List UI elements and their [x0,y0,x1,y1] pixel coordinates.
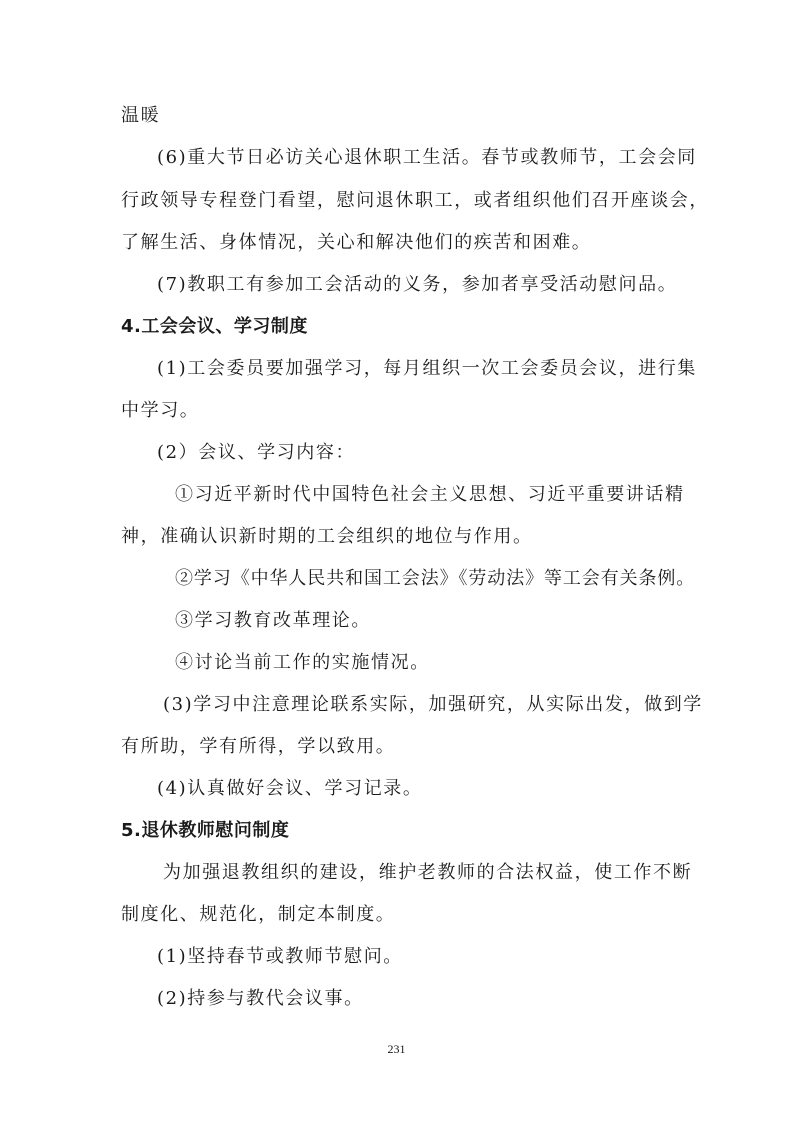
paragraph-line: 行政领导专程登门看望，慰问退休职工，或者组织他们召开座谈会， [121,190,709,211]
paragraph-line: 中学习。 [121,400,200,421]
paragraph-line: 有所助，学有所得，学以致用。 [121,736,396,757]
list-item-line: ①习近平新时代中国特色社会主义思想、习近平重要讲话精 [175,484,685,505]
paragraph-line: (2)持参与教代会议事。 [157,988,364,1009]
list-item-line: 神，准确认识新时期的工会组织的地位与作用。 [121,526,533,547]
paragraph-line: (2）会议、学习内容： [157,442,356,463]
paragraph-line: 温暖 [121,105,161,126]
paragraph-line: (4)认真做好会议、学习记录。 [157,778,423,799]
paragraph-line: 制度化、规范化，制定本制度。 [121,904,396,925]
paragraph-line: (6)重大节日必访关心退休职工生活。春节或教师节，工会会同 [157,147,697,168]
list-item-line: ②学习《中华人民共和国工会法》《劳动法》等工会有关条例。 [175,568,696,589]
list-item-line: ④讨论当前工作的实施情况。 [175,652,430,673]
paragraph-line: (3)学习中注意理论联系实际，加强研究，从实际出发，做到学 [163,694,703,715]
paragraph-line: 为加强退教组织的建设，维护老教师的合法权益，使工作不断 [163,862,693,883]
paragraph-line: 了解生活、身体情况，关心和解决他们的疾苦和困难。 [121,232,592,253]
list-item-line: ③学习教育改革理论。 [175,610,371,631]
paragraph-line: (1)坚持春节或教师节慰问。 [157,946,403,967]
paragraph-line: (7)教职工有参加工会活动的义务，参加者享受活动慰问品。 [157,274,678,295]
section-heading: 5.退休教师慰问制度 [121,820,290,841]
paragraph-line: (1)工会委员要加强学习，每月组织一次工会委员会议，进行集 [157,358,697,379]
page-number: 231 [387,1042,406,1056]
section-heading: 4.工会会议、学习制度 [121,316,308,337]
